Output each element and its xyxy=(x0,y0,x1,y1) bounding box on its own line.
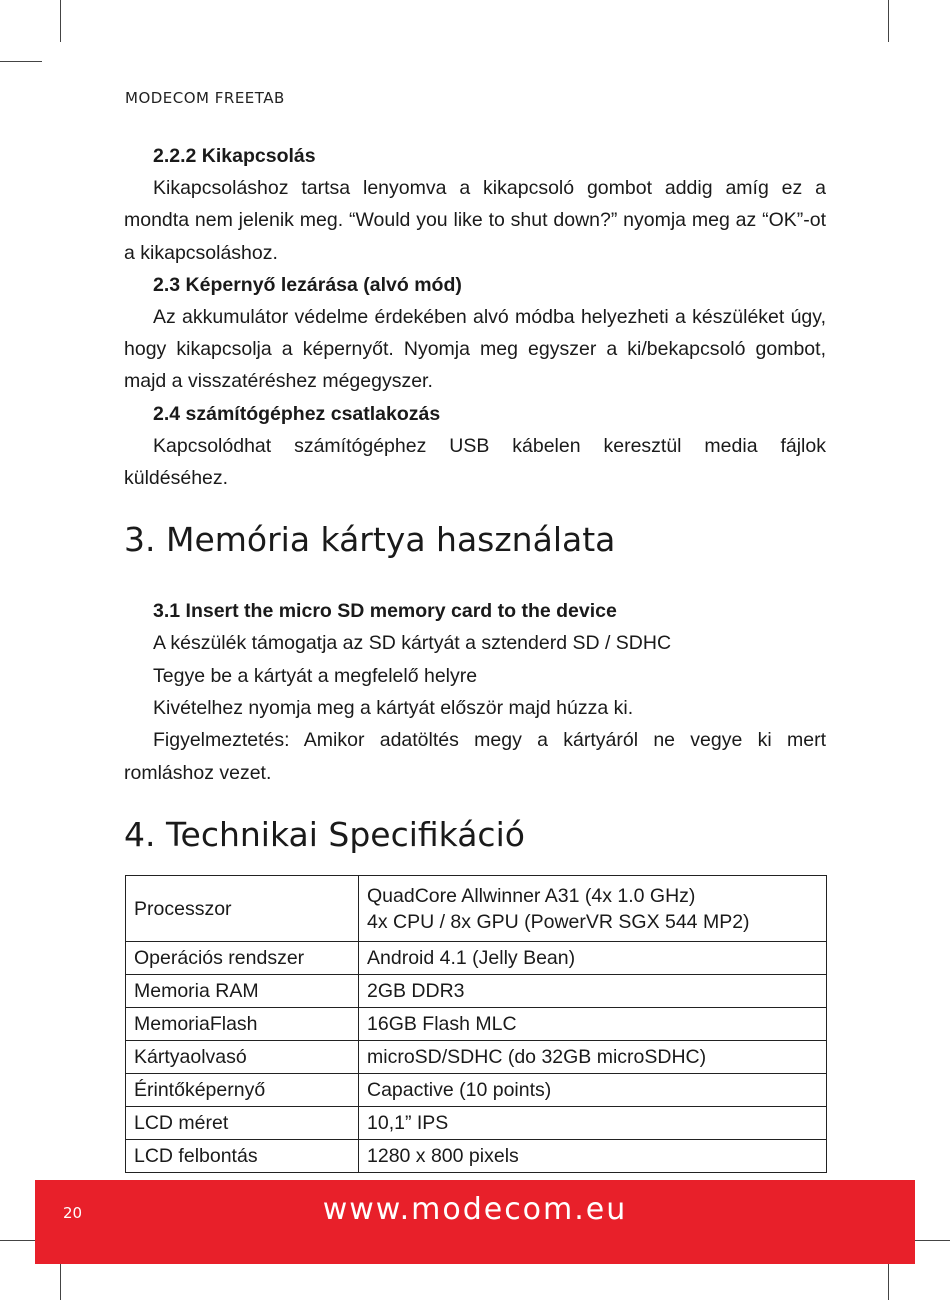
spec-key: Processzor xyxy=(126,876,359,942)
section-title-2-3: 2.3 Képernyő lezárása (alvó mód) xyxy=(153,273,462,296)
text-line: Tegye be a kártyát a megfelelő helyre xyxy=(153,664,478,687)
text-line: A készülék támogatja az SD kártyát a sztenderd SD / SDHC xyxy=(153,632,672,655)
table-row xyxy=(126,975,827,1008)
spec-key: LCD felbontás xyxy=(126,1140,359,1173)
section-text-2-2-2: Kikapcsoláshoz tartsa lenyomva a kikapcsoló gombot addig amíg ez a mondta nem jelenik meg. “Would you like to shut down?” nyomja meg az “OK”-ot a kikapcsoláshoz. xyxy=(124,177,826,264)
page-number: 20 xyxy=(63,1204,83,1222)
table-row xyxy=(126,942,827,975)
spec-value xyxy=(359,876,827,942)
spec-value-line: QuadCore Allwinner A31 (4x 1.0 GHz) xyxy=(367,884,696,907)
spec-key: Operációs rendszer xyxy=(126,942,359,975)
chapter-title-3: 3. Memória kártya használata xyxy=(124,520,616,560)
spec-value: 16GB Flash MLC xyxy=(359,1008,827,1041)
crop-mark xyxy=(60,1258,61,1300)
website-url: www.modecom.eu xyxy=(322,1192,628,1227)
spec-value: 10,1” IPS xyxy=(359,1107,827,1140)
spec-value-line: 4x CPU / 8x GPU (PowerVR SGX 544 MP2) xyxy=(367,910,750,933)
spec-value: microSD/SDHC (do 32GB microSDHC) xyxy=(359,1041,827,1074)
section-title-2-2-2: 2.2.2 Kikapcsolás xyxy=(153,145,316,167)
table-row xyxy=(126,1074,827,1107)
chapter-title-4: 4. Technikai Specifikáció xyxy=(124,814,525,854)
spec-value: 1280 x 800 pixels xyxy=(359,1140,827,1173)
spec-value: 2GB DDR3 xyxy=(359,975,827,1008)
section-title-3-1: 3.1 Insert the micro SD memory card to the device xyxy=(153,600,617,623)
table-row xyxy=(126,1008,827,1041)
text-line: Kivételhez nyomja meg a kártyát először majd húzza ki. xyxy=(153,696,634,719)
table-row xyxy=(126,876,827,942)
spec-key: Érintőképernyő xyxy=(126,1074,359,1107)
running-header: MODECOM FREETAB xyxy=(125,89,285,107)
warning-text: Figyelmeztetés: Amikor adatöltés megy a kártyáról ne vegye ki mert romláshoz vezet. xyxy=(124,729,826,784)
section-title-2-4: 2.4 számítógéphez csatlakozás xyxy=(153,402,441,425)
table-row xyxy=(126,1041,827,1074)
spec-key: Kártyaolvasó xyxy=(126,1041,359,1074)
page-content xyxy=(124,140,826,854)
spec-value: Android 4.1 (Jelly Bean) xyxy=(359,942,827,975)
spec-key: Memoria RAM xyxy=(126,975,359,1008)
crop-mark xyxy=(0,61,42,62)
spec-value: Capactive (10 points) xyxy=(359,1074,827,1107)
crop-mark xyxy=(60,0,61,42)
crop-mark xyxy=(888,1258,889,1300)
section-text-2-3: Az akkumulátor védelme érdekében alvó módba helyezheti a készüléket úgy, hogy kikapcsolja a képernyőt. Nyomja meg egyszer a ki/bekapcsoló gombot, majd a visszatéréshez mégegyszer. xyxy=(124,305,826,393)
spec-key: MemoriaFlash xyxy=(126,1008,359,1041)
section-text-2-4: Kapcsolódhat számítógéphez USB kábelen keresztül media fájlok küldéséhez. xyxy=(124,434,826,490)
footer-bar xyxy=(35,1180,915,1264)
table-row xyxy=(126,1107,827,1140)
crop-mark xyxy=(888,0,889,42)
spec-table xyxy=(125,875,827,1173)
table-row xyxy=(126,1140,827,1173)
spec-key: LCD méret xyxy=(126,1107,359,1140)
